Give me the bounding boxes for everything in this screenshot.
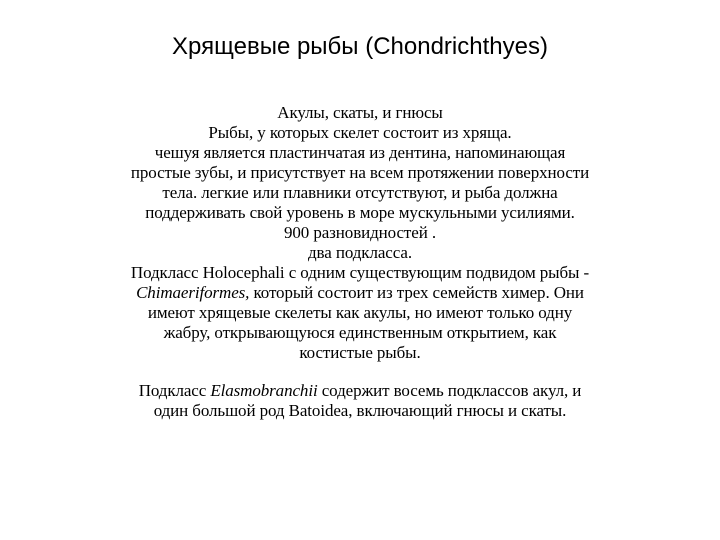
body-line: поддерживать свой уровень в море мускульными усилиями. [145,203,575,222]
body-line: жабру, открывающуюся единственным открытием, как [163,323,557,342]
body-line: имеют хрящевые скелеты как акулы, но имеют только одну [147,303,573,322]
body-text: содержит восемь подклассов акул, и [317,381,582,400]
paragraph-gap [90,363,630,381]
body-line: один большой род Batoidea, включающий гнюсы и скаты. [153,401,567,420]
slide-title: Хрящевые рыбы (Chondrichthyes) [172,33,548,60]
body-line: Акулы, скаты, и гнюсы [277,103,443,122]
slide-body [90,103,630,421]
italic-term: Chimaeriformes, [136,283,250,302]
body-line: костистые рыбы. [299,343,421,362]
body-line [90,381,630,401]
body-line: простые зубы, и присутствует на всем протяжении поверхности [130,163,590,182]
body-line: 900 разновидностей . [283,223,437,242]
italic-term: Elasmobranchii [210,381,318,400]
body-line: тела. легкие или плавники отсутствуют, и рыба должна [162,183,558,202]
body-line: чешуя является пластинчатая из дентина, напоминающая [154,143,566,162]
body-line: Рыбы, у которых скелет состоит из хряща. [208,123,512,142]
body-line [90,283,630,303]
body-text: Подкласс [138,381,211,400]
body-text: который состоит из трех семейств химер. Они [249,283,584,302]
body-line: два подкласса. [308,243,412,262]
body-line: Подкласс Holocephali с одним существующим подвидом рыбы - [130,263,590,282]
